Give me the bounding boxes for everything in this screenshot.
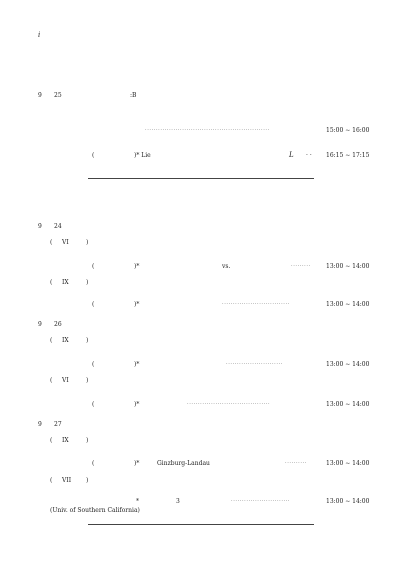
day-month: 9 [38,421,42,428]
paren-open: ( [92,460,95,467]
talk-number: 3 [176,498,180,505]
room-open: ( [50,239,53,246]
paren-open: ( [92,263,95,270]
talk-time: 13:00 ∼ 14:00 [326,361,370,368]
room-open: ( [50,377,53,384]
paren-close: )* [134,460,140,467]
room-close: ) [86,437,89,444]
talk-time: 16:15 ∼ 17:15 [326,152,370,159]
day-month: 9 [38,321,42,328]
talk-time: 13:00 ∼ 14:00 [326,498,370,505]
room-number: VII [62,477,72,484]
paren-close-lie: )* Lie [134,152,151,159]
leader-dots: ·········· [285,461,307,466]
leader-dots: ·························· [226,362,283,367]
leader-dots: ························································· [145,128,270,133]
leader-dots: ······························· [222,302,290,307]
room-open: ( [50,477,53,484]
talk-time: 15:00 ∼ 16:00 [326,127,370,134]
paren-open: ( [92,301,95,308]
talk-time: 13:00 ∼ 14:00 [326,301,370,308]
leader-dots-short: · · [306,152,312,159]
room-open: ( [50,279,53,286]
room-number: VI [62,239,69,246]
paren-open: ( [92,401,95,408]
room-number: IX [62,337,69,344]
paren-close: )* [134,301,140,308]
paren-close: )* [134,401,140,408]
section1-heading-suffix: :B [130,92,137,99]
talk-note: vs. [222,263,231,270]
talk-time: 13:00 ∼ 14:00 [326,460,370,467]
room-close: ) [86,377,89,384]
speaker-affiliation: (Univ. of Southern California) [50,507,140,514]
section1-day: 25 [54,92,62,99]
section1-month: 9 [38,92,42,99]
day-month: 9 [38,223,42,230]
variable-l: L [289,151,294,159]
leader-dots: ··························· [231,499,291,504]
room-close: ) [86,477,89,484]
day-date: 26 [54,321,62,328]
room-open: ( [50,337,53,344]
room-number: IX [62,437,69,444]
talk-note: Ginzburg-Landau [157,460,210,467]
room-close: ) [86,239,89,246]
section-divider [88,524,314,525]
page-mark: i [38,31,41,39]
day-date: 27 [54,421,62,428]
leader-dots: ······································ [187,402,271,407]
section-divider [88,178,314,179]
talk-time: 13:00 ∼ 14:00 [326,263,370,270]
room-close: ) [86,279,89,286]
paren-close: )* [134,263,140,270]
speaker-star: * [136,498,139,505]
talk-time: 13:00 ∼ 14:00 [326,401,370,408]
leader-dots: ········· [291,264,311,269]
room-close: ) [86,337,89,344]
room-number: IX [62,279,69,286]
paren-close: )* [134,361,140,368]
room-open: ( [50,437,53,444]
room-number: VI [62,377,69,384]
paren-open: ( [92,152,95,159]
paren-open: ( [92,361,95,368]
day-date: 24 [54,223,62,230]
